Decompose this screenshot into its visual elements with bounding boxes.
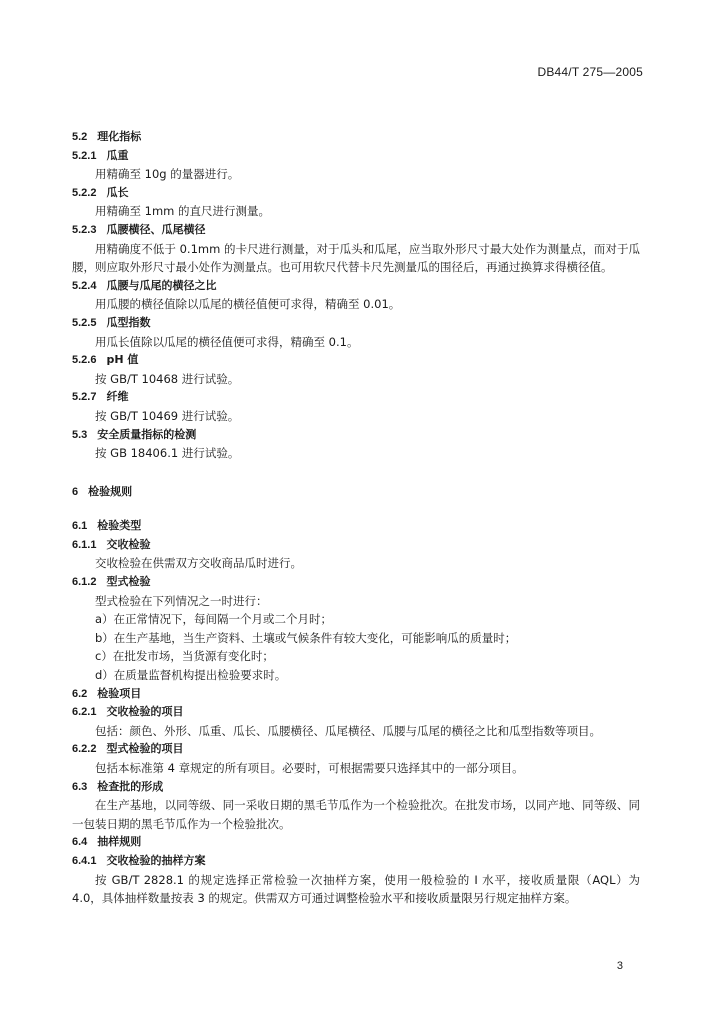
body-paragraph: 用精确至 10g 的量器进行。 bbox=[95, 167, 240, 182]
section-number: 6 bbox=[72, 485, 79, 498]
section-heading bbox=[72, 536, 640, 555]
body-paragraph: 交收检验在供需双方交收商品瓜时进行。 bbox=[95, 556, 302, 571]
section-spacer bbox=[72, 501, 640, 517]
body-paragraph: 包括：颜色、外形、瓜重、瓜长、瓜腰横径、瓜尾横径、瓜腰与瓜尾的横径之比和瓜型指数等项目。 bbox=[95, 723, 601, 738]
body-paragraph: 按 GB/T 10469 进行试验。 bbox=[95, 408, 240, 423]
section-heading bbox=[72, 426, 640, 445]
body-paragraph: 用瓜长值除以瓜尾的横径值便可求得，精确至 0.1。 bbox=[95, 334, 359, 349]
section-number: 6.3 bbox=[72, 780, 88, 793]
section-heading bbox=[72, 703, 640, 722]
section-title: 检查批的形成 bbox=[97, 779, 164, 793]
section-title: 纤维 bbox=[106, 390, 129, 404]
body-paragraph: 用精确至 1mm 的直尺进行测量。 bbox=[95, 204, 271, 219]
section-title: 抽样规则 bbox=[97, 835, 142, 849]
section-title: 瓜型指数 bbox=[106, 315, 151, 329]
list-item: c）在批发市场，当货源有变化时； bbox=[95, 649, 274, 664]
section-heading bbox=[72, 221, 640, 240]
body-paragraph: 在生产基地，以同等级、同一采收日期的黑毛节瓜作为一个检验批次。在批发市场，以同产地、同等级、同一包装日期的黑毛节瓜作为一个检验批次。 bbox=[72, 798, 640, 831]
section-number: 6.4.1 bbox=[72, 854, 97, 867]
body-paragraph: 用瓜腰的横径值除以瓜尾的横径值便可求得，精确至 0.01。 bbox=[95, 297, 401, 312]
section-heading bbox=[72, 483, 640, 502]
section-heading bbox=[72, 833, 640, 852]
section-number: 5.2.2 bbox=[72, 186, 97, 199]
section-heading bbox=[72, 852, 640, 871]
section-title: 型式检验的项目 bbox=[106, 742, 184, 756]
section-number: 5.2.5 bbox=[72, 316, 97, 329]
section-title: 瓜长 bbox=[106, 185, 129, 199]
section-title: 瓜腰横径、瓜尾横径 bbox=[106, 222, 206, 236]
section-number: 5.3 bbox=[72, 428, 88, 441]
body-paragraph: 按 GB 18406.1 进行试验。 bbox=[95, 446, 240, 461]
section-heading bbox=[72, 128, 640, 147]
body-paragraph: 按 GB/T 2828.1 的规定选择正常检验一次抽样方案，使用一般检验的 I 水平，接收质量限（AQL）为 4.0，具体抽样数量按表 3 的规定。供需双方可通过调整检验水平和接收质量限另行规定抽样方案。 bbox=[72, 872, 640, 906]
section-title: 交收检验 bbox=[106, 537, 151, 551]
section-number: 6.2.1 bbox=[72, 706, 97, 719]
section-number: 5.2.3 bbox=[72, 223, 97, 236]
section-title: 瓜腰与瓜尾的横径之比 bbox=[106, 278, 217, 292]
body-paragraph: 按 GB/T 10468 进行试验。 bbox=[95, 371, 240, 386]
section-heading bbox=[72, 388, 640, 407]
section-heading bbox=[72, 184, 640, 203]
section-title: 型式检验 bbox=[106, 575, 151, 589]
section-heading bbox=[72, 573, 640, 592]
body-paragraph: 包括本标准第 4 章规定的所有项目。必要时，可根据需要只选择其中的一部分项目。 bbox=[95, 761, 524, 775]
page-number: 3 bbox=[616, 960, 623, 972]
section-number: 5.2.4 bbox=[72, 279, 97, 292]
document-body bbox=[72, 128, 640, 908]
section-number: 5.2.6 bbox=[72, 354, 97, 367]
section-number: 5.2.7 bbox=[72, 391, 97, 404]
section-heading bbox=[72, 314, 640, 333]
section-title: 交收检验的抽样方案 bbox=[106, 853, 206, 867]
section-title: 检验类型 bbox=[97, 519, 142, 533]
section-title: 安全质量指标的检测 bbox=[97, 427, 197, 441]
section-spacer bbox=[72, 463, 640, 483]
section-number: 6.4 bbox=[72, 836, 88, 849]
section-title: 检验规则 bbox=[88, 484, 133, 498]
list-item: b）在生产基地，当生产资料、土壤或气候条件有较大变化，可能影响瓜的质量时； bbox=[95, 630, 517, 645]
section-title: 交收检验的项目 bbox=[106, 705, 184, 719]
section-number: 6.1.2 bbox=[72, 576, 97, 589]
section-number: 6.2 bbox=[72, 687, 88, 700]
section-number: 6.1.1 bbox=[72, 538, 97, 551]
body-paragraph: 型式检验在下列情况之一时进行： bbox=[95, 593, 268, 608]
standard-code: DB44/T 275—2005 bbox=[537, 65, 643, 79]
section-title: 瓜重 bbox=[106, 148, 129, 162]
list-item: a）在正常情况下，每间隔一个月或二个月时； bbox=[95, 612, 333, 627]
section-number: 5.2.1 bbox=[72, 149, 97, 162]
body-paragraph: 用精确度不低于 0.1mm 的卡尺进行测量，对于瓜头和瓜尾，应当取外形尺寸最大处作为测量点，而对于瓜腰，则应取外形尺寸最小处作为测量点。也可用软尺代替卡尺先测量瓜的围径后，再通过换算求得横径值。 bbox=[72, 241, 640, 275]
section-title: 检验项目 bbox=[97, 686, 142, 700]
list-item: d）在质量监督机构提出检验要求时。 bbox=[95, 668, 287, 683]
section-heading bbox=[72, 147, 640, 166]
section-title: 理化指标 bbox=[97, 130, 142, 143]
section-number: 5.2 bbox=[72, 131, 88, 143]
section-heading bbox=[72, 740, 640, 759]
section-heading bbox=[72, 351, 640, 370]
section-heading bbox=[72, 517, 640, 536]
section-heading bbox=[72, 778, 640, 797]
section-number: 6.1 bbox=[72, 520, 88, 533]
section-title: pH 值 bbox=[106, 353, 139, 367]
section-number: 6.2.2 bbox=[72, 743, 97, 756]
section-heading bbox=[72, 685, 640, 704]
section-heading bbox=[72, 277, 640, 296]
